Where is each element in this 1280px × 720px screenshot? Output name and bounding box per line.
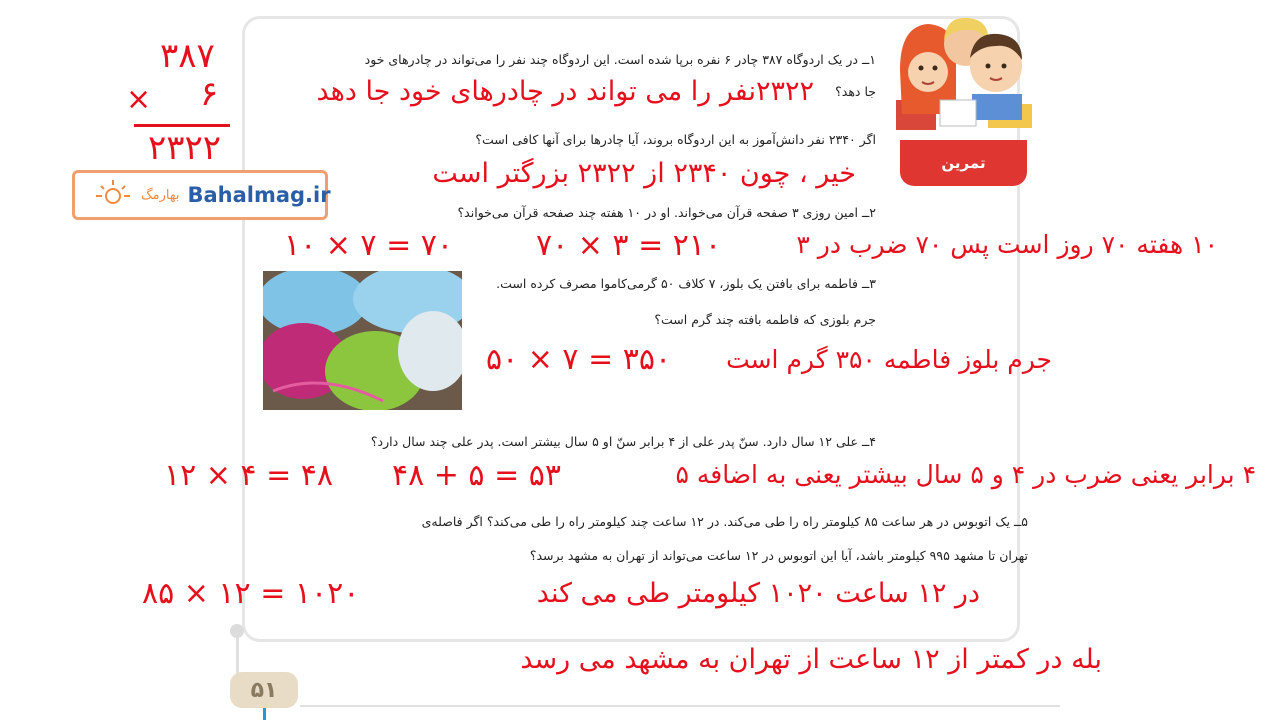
kids-illustration (888, 4, 1038, 140)
side-calc-mult: ۶ (200, 74, 219, 114)
q1-line1: ۱ــ در یک اردوگاه ۳۸۷ چادر ۶ نفره برپا شده است. این اردوگاه چند نفر را می‌تواند در چادرهای خود (364, 52, 876, 67)
watermark-text: Bahalmag.ir (187, 183, 331, 207)
answer-4-eq2: ۱۲ × ۴ = ۴۸ (164, 458, 333, 493)
q1-line2: جا دهد؟ (835, 84, 876, 99)
page-number: ۵۱ (230, 672, 298, 708)
side-calc-result: ۲۳۲۲ (148, 128, 222, 168)
answer-3-eq: ۵۰ × ۷ = ۳۵۰ (486, 342, 672, 377)
q1-line3: اگر ۲۳۴۰ نفر دانش‌آموز به این اردوگاه بروند، آیا چادرها برای آنها کافی است؟ (475, 132, 876, 147)
side-calc-top: ۳۸۷ (160, 36, 215, 76)
side-calc-op: × (126, 82, 152, 117)
q5-line1: ۵ــ یک اتوبوس در هر ساعت ۸۵ کیلومتر راه را طی می‌کند. در ۱۲ ساعت چند کیلومتر راه را طی می‌کند؟ اگر فاصله‌ی (421, 514, 1028, 529)
q3-line2: جرم بلوزی که فاطمه بافته چند گرم است؟ (654, 312, 876, 327)
exercise-label: تمرین (900, 140, 1027, 186)
q4-line1: ۴ــ علی ۱۲ سال دارد. سنّ پدر علی از ۴ برابر سنّ او ۵ سال بیشتر است. پدر علی چند سال دارد؟ (370, 434, 876, 449)
answer-1: ۲۳۲۲نفر را می تواند در چادرهای خود جا دهد (316, 76, 814, 107)
answer-2-eq2: ۱۰ × ۷ = ۷۰ (284, 228, 453, 263)
q2-line1: ۲ــ امین روزی ۳ صفحه قرآن می‌خواند. او در ۱۰ هفته چند صفحه قرآن می‌خواند؟ (457, 205, 876, 220)
margin-dot (230, 624, 244, 638)
watermark-logo-text: بهارمگ (141, 187, 180, 203)
bottom-blue-line (263, 708, 266, 720)
answer-5-text: در ۱۲ ساعت ۱۰۲۰ کیلومتر طی می کند (536, 578, 980, 609)
yarn-photo (263, 271, 462, 410)
answer-2-text: ۱۰ هفته ۷۰ روز است پس ۷۰ ضرب در ۳ (796, 230, 1218, 259)
answer-5b: بله در کمتر از ۱۲ ساعت از تهران به مشهد می رسد (520, 644, 1102, 675)
answer-4-text: ۴ برابر یعنی ضرب در ۴ و ۵ سال بیشتر یعنی به اضافه ۵ (675, 460, 1256, 489)
bottom-gray-line (300, 705, 1060, 707)
answer-3-text: جرم بلوز فاطمه ۳۵۰ گرم است (726, 345, 1052, 374)
watermark (72, 170, 331, 220)
answer-5-eq: ۸۵ × ۱۲ = ۱۰۲۰ (142, 576, 360, 611)
answer-1b: خیر ، چون ۲۳۴۰ از ۲۳۲۲ بزرگتر است (432, 158, 856, 189)
q3-line1: ۳ــ فاطمه برای بافتن یک بلوز، ۷ کلاف ۵۰ گرمی‌کاموا مصرف کرده است. (496, 276, 876, 291)
sun-logo-icon (93, 178, 133, 212)
side-calc-rule (134, 124, 230, 127)
answer-2-eq1: ۷۰ × ۳ = ۲۱۰ (536, 228, 722, 263)
answer-4-eq1: ۴۸ + ۵ = ۵۳ (392, 458, 561, 493)
q5-line2: تهران تا مشهد ۹۹۵ کیلومتر باشد، آیا این اتوبوس در ۱۲ ساعت می‌تواند از تهران به مشهد برسد؟ (529, 548, 1028, 563)
